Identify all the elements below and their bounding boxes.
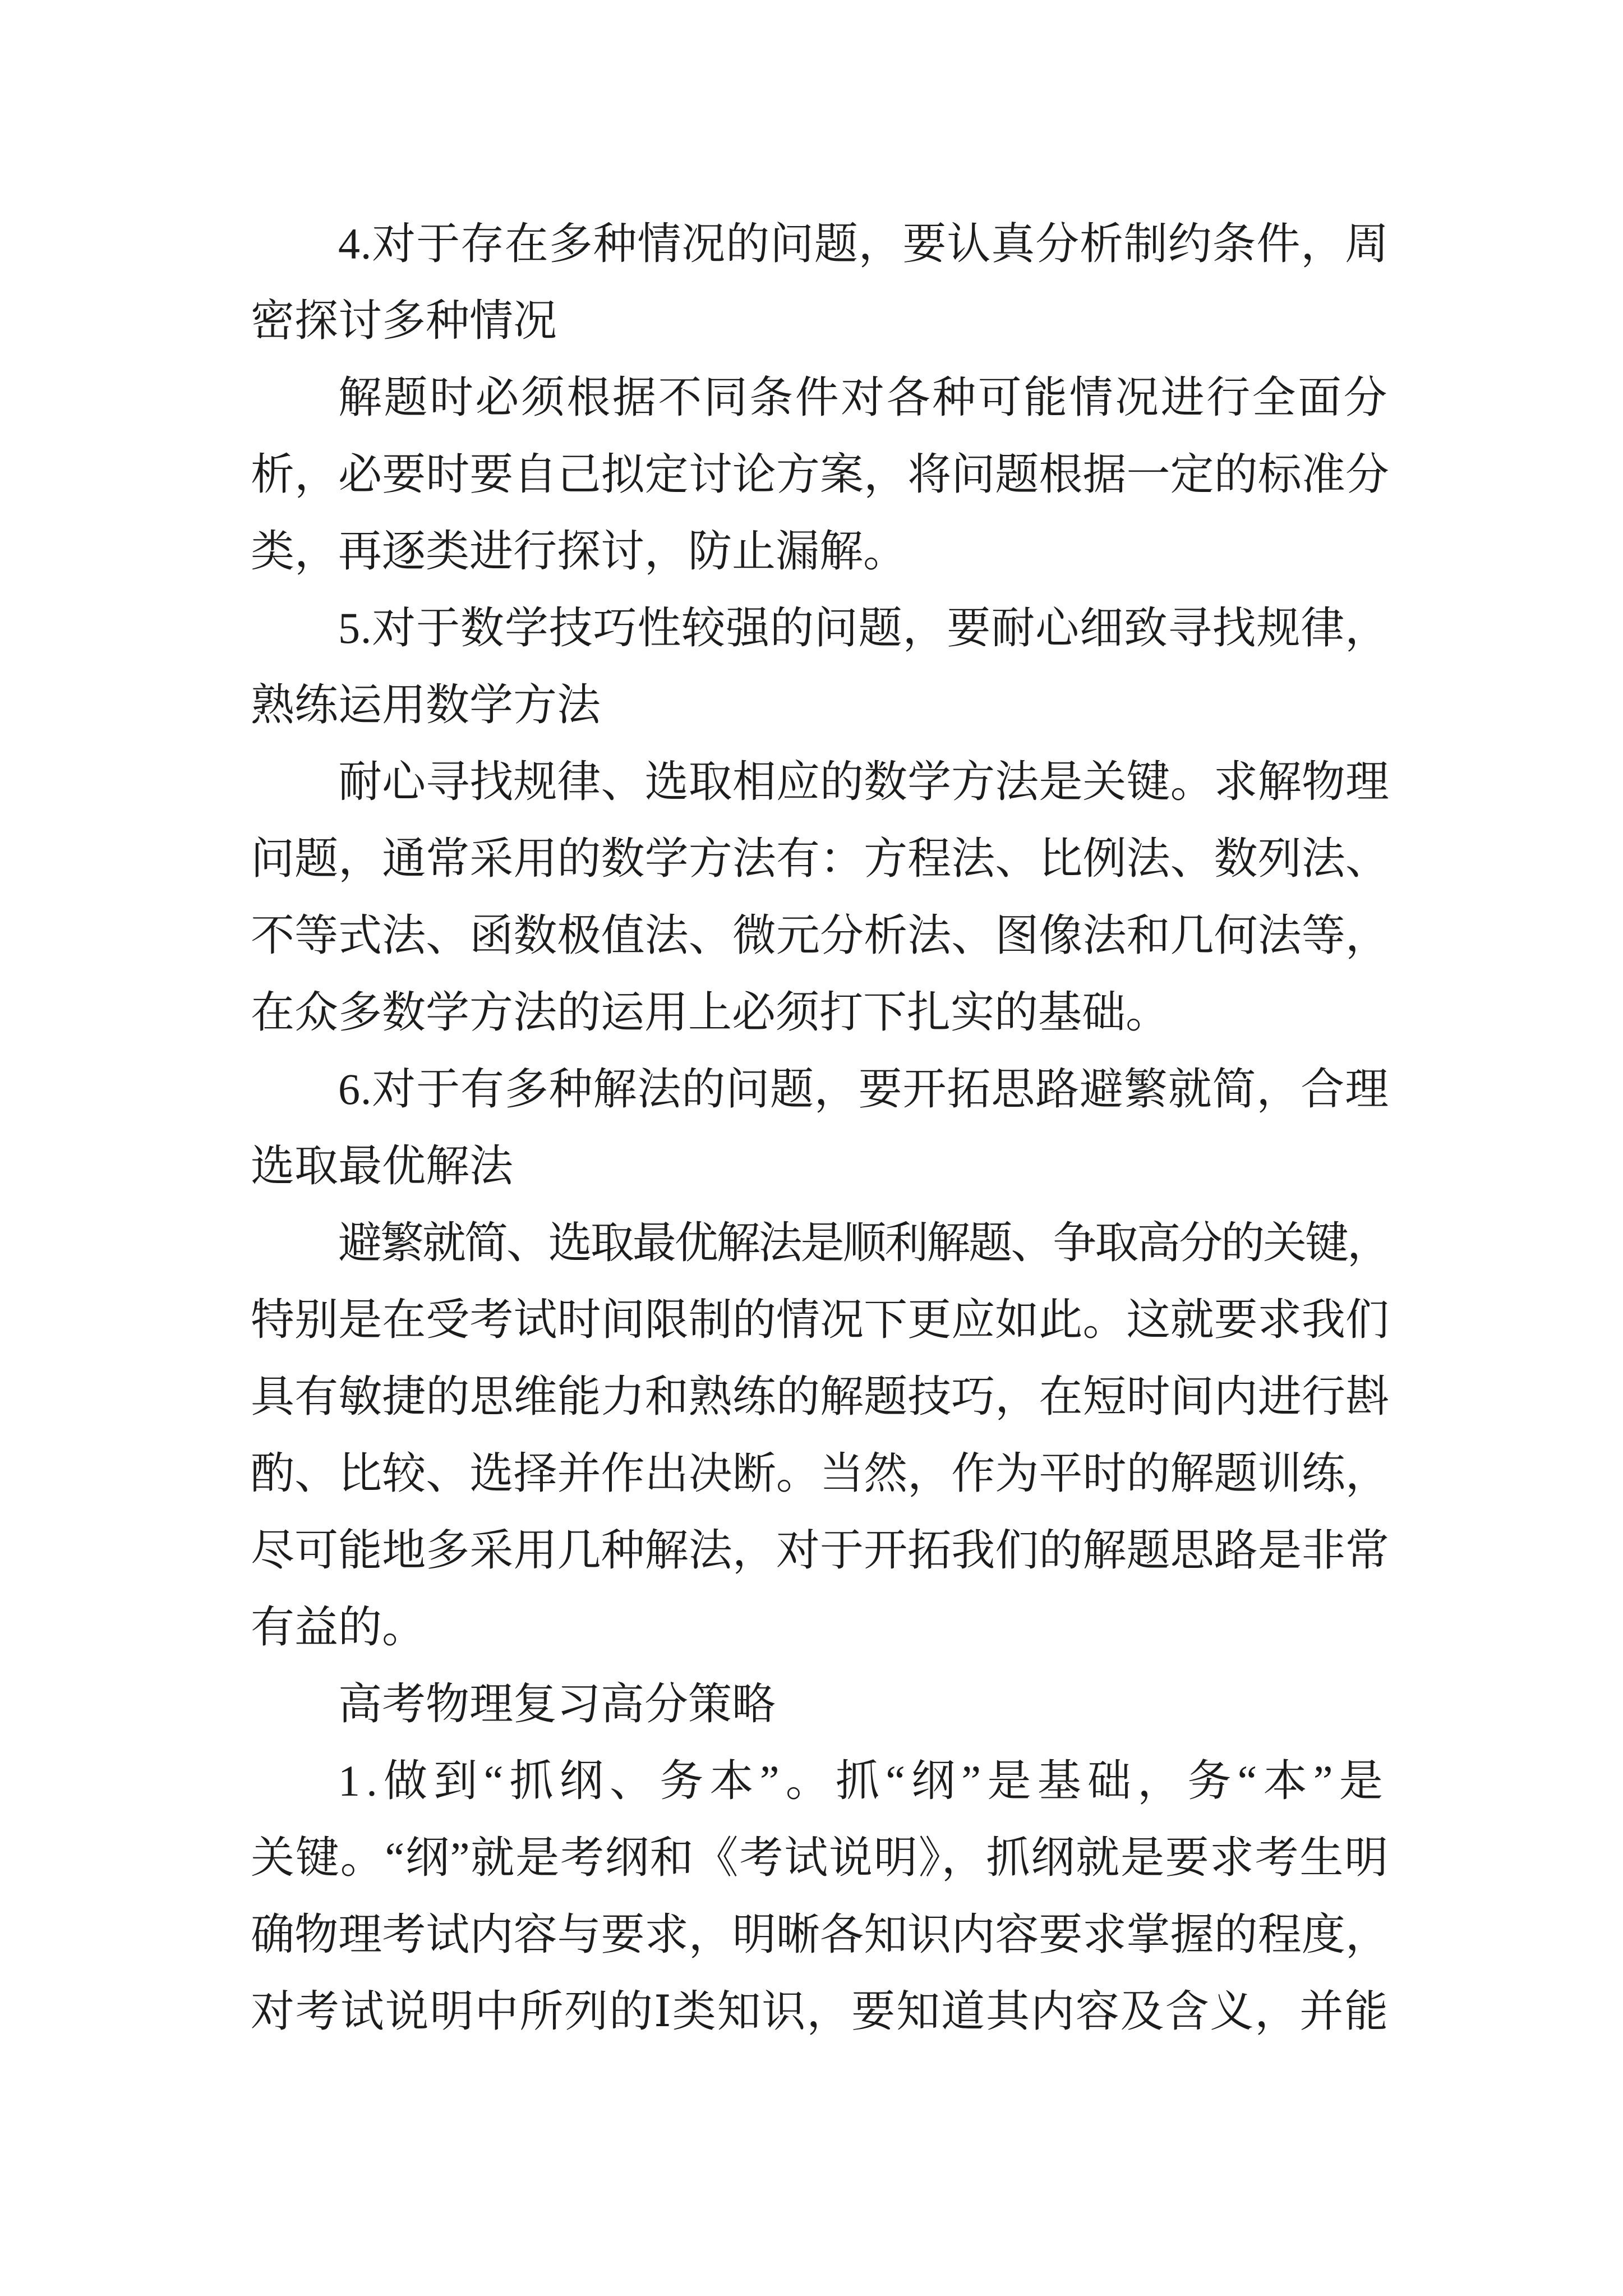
text-line-content: 选取最优解法 xyxy=(251,1142,514,1190)
text-line-content: 耐心寻找规律、选取相应的数学方法是关键。求解物理 xyxy=(338,757,1389,806)
text-line-content: 6.对于有多种解法的问题，要开拓思路避繁就简，合理 xyxy=(338,1065,1389,1114)
text-line-content: 类，再逐类进行探讨，防止漏解。 xyxy=(251,527,907,576)
paragraph xyxy=(251,1742,1389,2050)
text-line xyxy=(251,666,1389,743)
text-line-content: 熟练运用数学方法 xyxy=(251,680,601,729)
text-line xyxy=(251,1128,1389,1204)
text-line xyxy=(251,282,1389,359)
text-line xyxy=(251,1973,1389,2050)
text-line xyxy=(251,205,1389,282)
text-line-content: 高考物理复习高分策略 xyxy=(338,1680,776,1728)
paragraph xyxy=(251,205,1389,359)
text-line xyxy=(251,1435,1389,1512)
text-line xyxy=(251,1281,1389,1358)
text-line-content: 尽可能地多采用几种解法，对于开拓我们的解题思路是非常 xyxy=(251,1526,1389,1575)
paragraph xyxy=(251,590,1389,743)
paragraph xyxy=(251,1204,1389,1665)
document-body xyxy=(251,205,1389,2050)
text-line-content: 有益的。 xyxy=(251,1603,426,1651)
text-line-content: 确物理考试内容与要求，明晰各知识内容要求掌握的程度， xyxy=(251,1910,1389,1959)
text-line xyxy=(251,743,1389,820)
text-line-content: 解题时必须根据不同条件对各种可能情况进行全面分 xyxy=(338,373,1389,422)
text-line-content: 不等式法、函数极值法、微元分析法、图像法和几何法等， xyxy=(251,911,1389,960)
text-line-content: 特别是在受考试时间限制的情况下更应如此。这就要求我们 xyxy=(251,1295,1389,1344)
text-line-content: 问题，通常采用的数学方法有：方程法、比例法、数列法、 xyxy=(251,834,1389,883)
text-line xyxy=(251,1665,1389,1742)
text-line-content: 密探讨多种情况 xyxy=(251,296,557,345)
text-line xyxy=(251,436,1389,513)
text-line xyxy=(251,1742,1389,1819)
text-line-content: 4.对于存在多种情况的问题，要认真分析制约条件，周 xyxy=(338,219,1389,268)
text-line xyxy=(251,1051,1389,1128)
paragraph xyxy=(251,1051,1389,1204)
text-line xyxy=(251,1358,1389,1435)
text-line-content: 关键。“纲”就是考纲和《考试说明》，抓纲就是要求考生明 xyxy=(251,1833,1390,1882)
text-line xyxy=(251,359,1389,436)
paragraph xyxy=(251,743,1389,1051)
text-line xyxy=(251,1819,1389,1896)
text-line xyxy=(251,897,1389,974)
text-line xyxy=(251,590,1389,666)
text-line xyxy=(251,1512,1389,1589)
paragraph xyxy=(251,1665,1389,1742)
text-line-content: 酌、比较、选择并作出决断。当然，作为平时的解题训练， xyxy=(251,1449,1389,1498)
text-line xyxy=(251,974,1389,1051)
text-line xyxy=(251,1896,1389,1973)
paragraph xyxy=(251,359,1389,590)
text-line-content: 对考试说明中所列的Ⅰ类知识，要知道其内容及含义，并能 xyxy=(251,1987,1389,2036)
text-line-content: 具有敏捷的思维能力和熟练的解题技巧，在短时间内进行斟 xyxy=(251,1372,1389,1421)
text-line-content: 在众多数学方法的运用上必须打下扎实的基础。 xyxy=(251,988,1170,1037)
text-line-content: 析，必要时要自己拟定讨论方案，将问题根据一定的标准分 xyxy=(251,450,1389,499)
text-line xyxy=(251,513,1389,590)
text-line-content: 1.做到“抓纲、务本”。抓“纲”是基础，务“本”是 xyxy=(338,1756,1389,1805)
text-line xyxy=(251,820,1389,897)
text-line-content: 5.对于数学技巧性较强的问题，要耐心细致寻找规律， xyxy=(338,604,1389,652)
text-line xyxy=(251,1204,1389,1281)
text-line-content: 避繁就简、选取最优解法是顺利解题、争取高分的关键， xyxy=(338,1218,1389,1267)
text-line xyxy=(251,1589,1389,1665)
